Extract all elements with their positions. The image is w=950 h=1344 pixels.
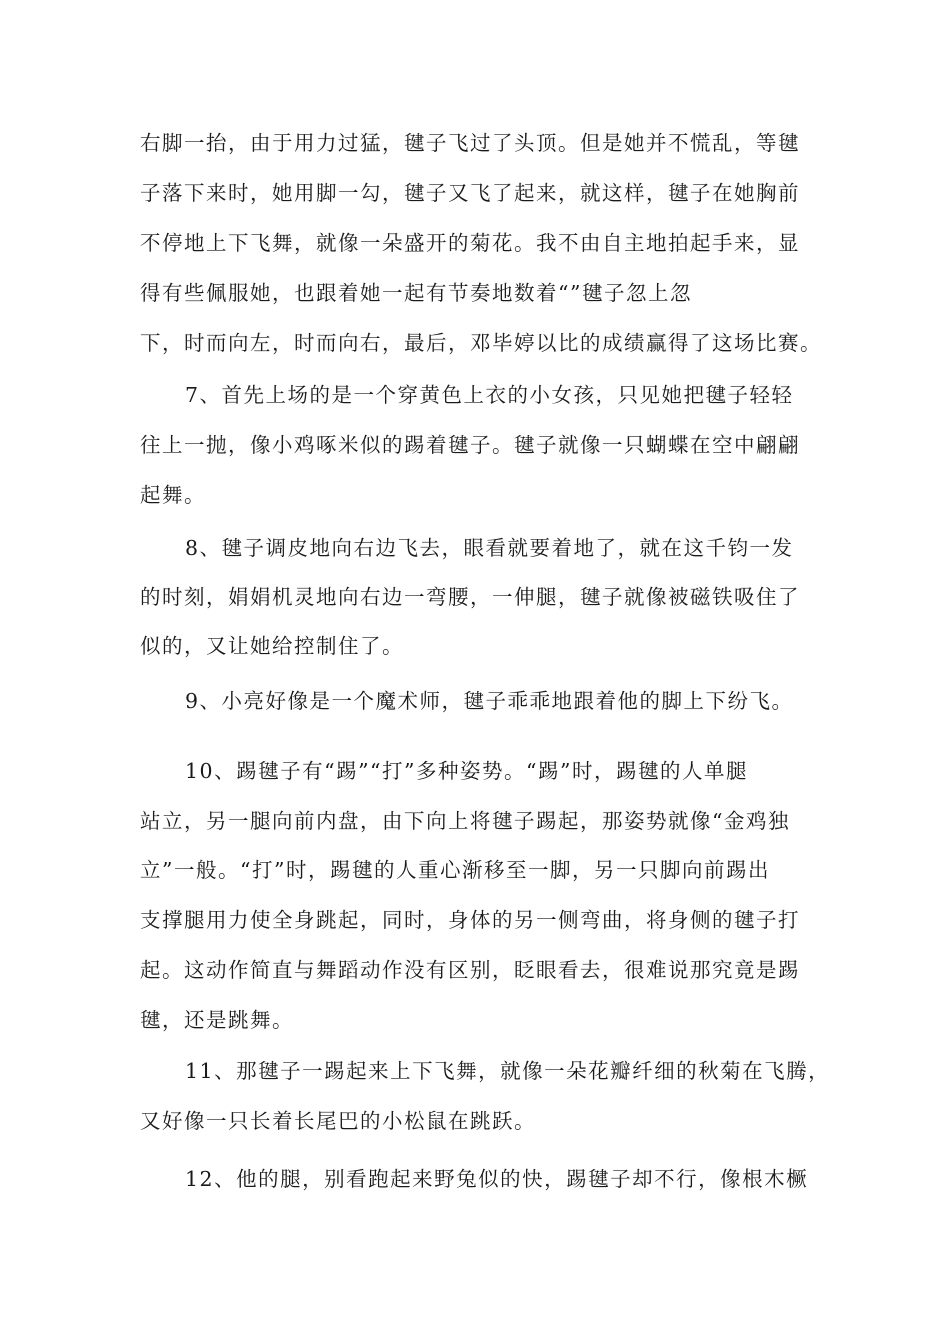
text-line: 11、那毽子一踢起来上下飞舞，就像一朵花瓣纤细的秋菊在飞腾， [185,1059,831,1083]
text-line: 毽，还是跳舞。 [140,1008,294,1032]
text-line: 子落下来时，她用脚一勾，毽子又飞了起来，就这样，毽子在她胸前 [140,181,800,205]
text-line: 又好像一只长着长尾巴的小松鼠在跳跃。 [140,1109,536,1133]
text-line: 不停地上下飞舞，就像一朵盛开的菊花。我不由自主地拍起手来，显 [140,231,800,255]
text-line: 8、毽子调皮地向右边飞去，眼看就要着地了，就在这千钧一发 [185,536,794,560]
text-line: 10、踢毽子有“踢”“打”多种姿势。“踢”时，踢毽的人单腿 [185,759,748,783]
text-line: 似的，又让她给控制住了。 [140,634,404,658]
text-line: 站立，另一腿向前内盘，由下向上将毽子踢起，那姿势就像“金鸡独 [140,809,790,833]
text-line: 往上一抛，像小鸡啄米似的踢着毽子。毽子就像一只蝴蝶在空中翩翩 [140,433,800,457]
text-line: 12、他的腿，别看跑起来野兔似的快，踢毽子却不行，像根木橛 [185,1167,809,1191]
text-line: 下，时而向左，时而向右，最后，邓毕婷以比的成绩赢得了这场比赛。 [140,331,822,355]
text-line: 的时刻，娟娟机灵地向右边一弯腰，一伸腿，毽子就像被磁铁吸住了 [140,585,800,609]
text-line: 9、小亮好像是一个魔术师，毽子乖乖地跟着他的脚上下纷飞。 [185,689,794,713]
text-line: 得有些佩服她，也跟着她一起有节奏地数着“”毽子忽上忽 [140,281,692,305]
text-line: 支撑腿用力使全身跳起，同时，身体的另一侧弯曲，将身侧的毽子打 [140,908,800,932]
text-line: 右脚一抬，由于用力过猛，毽子飞过了头顶。但是她并不慌乱，等毽 [140,131,800,155]
text-line: 起。这动作简直与舞蹈动作没有区别，眨眼看去，很难说那究竟是踢 [140,958,800,982]
text-line: 起舞。 [140,483,206,507]
text-line: 立”一般。“打”时，踢毽的人重心渐移至一脚，另一只脚向前踢出 [140,858,770,882]
text-line: 7、首先上场的是一个穿黄色上衣的小女孩，只见她把毽子轻轻 [185,383,794,407]
